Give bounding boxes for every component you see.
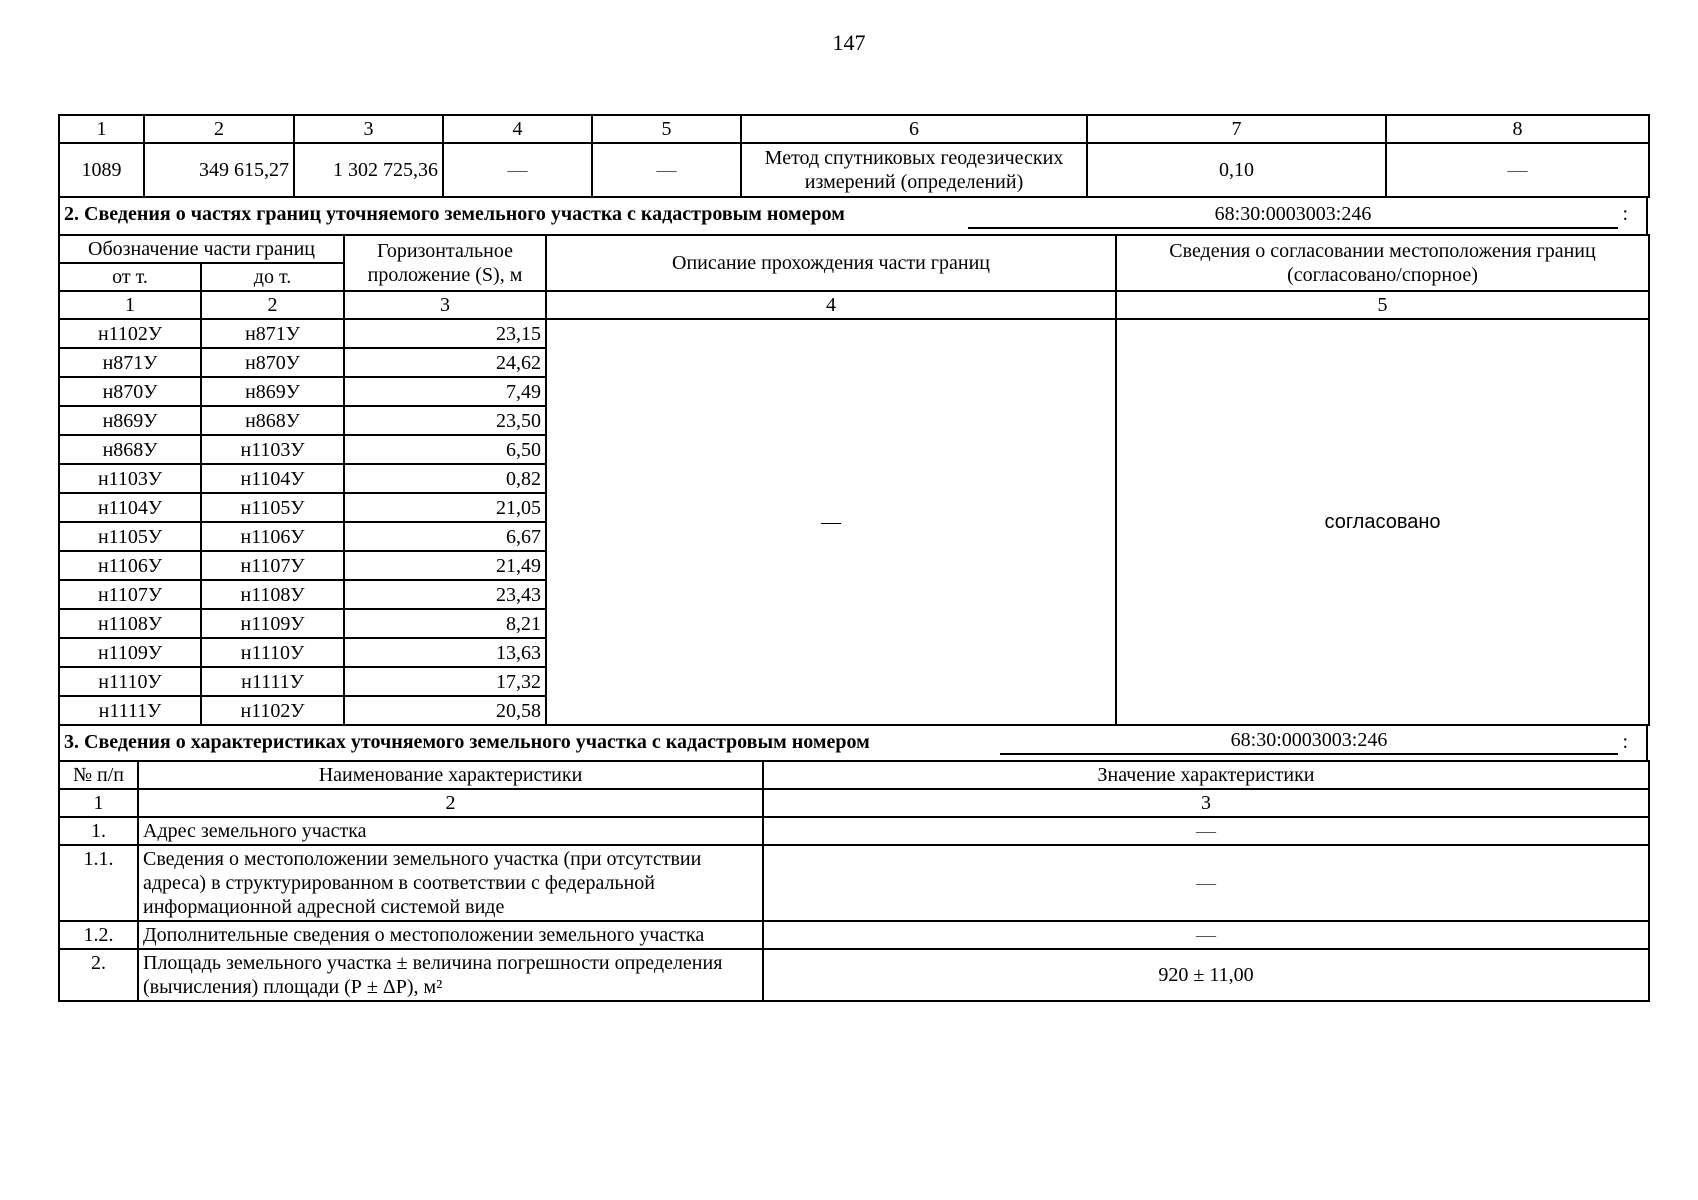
horizontal-header: Горизонтальное проложение (S), м bbox=[344, 235, 546, 291]
boundary-parts-table bbox=[58, 234, 1650, 726]
horizontal-distance: 8,21 bbox=[344, 609, 546, 638]
to-point: н869У bbox=[201, 377, 344, 406]
characteristic-value: — bbox=[763, 845, 1649, 921]
horizontal-distance: 23,15 bbox=[344, 319, 546, 348]
from-point: н868У bbox=[59, 435, 201, 464]
section-2-title: 2. Сведения о частях границ уточняемого земельного участка с кадастровым номером bbox=[64, 203, 845, 225]
horizontal-distance: 6,67 bbox=[344, 522, 546, 551]
to-point: н1103У bbox=[201, 435, 344, 464]
characteristic-value: 920 ± 11,00 bbox=[763, 949, 1649, 1001]
from-point: н1104У bbox=[59, 493, 201, 522]
col-number: 6 bbox=[741, 115, 1087, 143]
table-row bbox=[59, 949, 1649, 1001]
cell-dash: — bbox=[592, 143, 741, 197]
to-header: до т. bbox=[201, 263, 344, 291]
horizontal-distance: 21,05 bbox=[344, 493, 546, 522]
characteristic-value: — bbox=[763, 921, 1649, 949]
method-cell: Метод спутниковых геодезических измерений (определений) bbox=[741, 143, 1087, 197]
from-point: н1109У bbox=[59, 638, 201, 667]
table-row bbox=[59, 845, 1649, 921]
horizontal-distance: 6,50 bbox=[344, 435, 546, 464]
col-number: 4 bbox=[443, 115, 592, 143]
to-point: н868У bbox=[201, 406, 344, 435]
horizontal-distance: 7,49 bbox=[344, 377, 546, 406]
boundary-parts-body bbox=[59, 319, 1649, 725]
from-point: н1102У bbox=[59, 319, 201, 348]
coord-y: 1 302 725,36 bbox=[294, 143, 443, 197]
column-number-row bbox=[59, 789, 1649, 817]
col-number: 1 bbox=[59, 115, 144, 143]
horizontal-distance: 13,63 bbox=[344, 638, 546, 667]
point-id: 1089 bbox=[59, 143, 144, 197]
section-2-cadastral-number: 68:30:0003003:246 bbox=[968, 201, 1618, 229]
to-point: н1107У bbox=[201, 551, 344, 580]
to-point: н1111У bbox=[201, 667, 344, 696]
accuracy-cell: 0,10 bbox=[1087, 143, 1386, 197]
horizontal-distance: 24,62 bbox=[344, 348, 546, 377]
characteristic-name: Площадь земельного участка ± величина погрешности определения (вычисления) площади (Р ± ΔР), м² bbox=[138, 949, 763, 1001]
coord-x: 349 615,27 bbox=[144, 143, 294, 197]
to-point: н1105У bbox=[201, 493, 344, 522]
horizontal-distance: 23,43 bbox=[344, 580, 546, 609]
col-number: 3 bbox=[763, 789, 1649, 817]
horizontal-distance: 23,50 bbox=[344, 406, 546, 435]
row-number: 1.2. bbox=[59, 921, 138, 949]
header-row bbox=[59, 761, 1649, 789]
section-3-cadastral-number: 68:30:0003003:246 bbox=[1000, 727, 1618, 755]
cell-dash: — bbox=[1386, 143, 1649, 197]
characteristic-name: Адрес земельного участка bbox=[138, 817, 763, 845]
table-row bbox=[59, 921, 1649, 949]
from-point: н870У bbox=[59, 377, 201, 406]
from-point: н1105У bbox=[59, 522, 201, 551]
to-point: н1110У bbox=[201, 638, 344, 667]
col-number: 5 bbox=[592, 115, 741, 143]
col-number: 2 bbox=[138, 789, 763, 817]
characteristic-name: Сведения о местоположении земельного участка (при отсутствии адреса) в структурированном в соответствии с федеральной информационной адресной системой виде bbox=[138, 845, 763, 921]
to-point: н1108У bbox=[201, 580, 344, 609]
num-header: № п/п bbox=[59, 761, 138, 789]
col-number: 2 bbox=[201, 291, 344, 319]
column-number-row bbox=[59, 291, 1649, 319]
col-number: 5 bbox=[1116, 291, 1649, 319]
table-row bbox=[59, 817, 1649, 845]
table-row bbox=[59, 319, 1649, 348]
from-point: н1110У bbox=[59, 667, 201, 696]
value-header: Значение характеристики bbox=[763, 761, 1649, 789]
section-3-title-bar bbox=[58, 724, 1648, 762]
name-header: Наименование характеристики bbox=[138, 761, 763, 789]
col-number: 7 bbox=[1087, 115, 1386, 143]
description-header: Описание прохождения части границ bbox=[546, 235, 1116, 291]
cell-dash: — bbox=[443, 143, 592, 197]
from-point: н869У bbox=[59, 406, 201, 435]
table-row bbox=[59, 143, 1649, 197]
coordinates-table bbox=[58, 114, 1650, 198]
part-designation-header: Обозначение части границ bbox=[59, 235, 344, 263]
col-number: 1 bbox=[59, 291, 201, 319]
to-point: н1109У bbox=[201, 609, 344, 638]
characteristics-table bbox=[58, 760, 1650, 1002]
column-number-row bbox=[59, 115, 1649, 143]
col-number: 1 bbox=[59, 789, 138, 817]
agreement-header: Сведения о согласовании местоположения границ (согласовано/спорное) bbox=[1116, 235, 1649, 291]
horizontal-distance: 21,49 bbox=[344, 551, 546, 580]
description-cell: — bbox=[546, 319, 1116, 725]
agreement-cell: согласовано bbox=[1116, 319, 1649, 725]
row-number: 1.1. bbox=[59, 845, 138, 921]
to-point: н870У bbox=[201, 348, 344, 377]
col-number: 3 bbox=[344, 291, 546, 319]
from-point: н1106У bbox=[59, 551, 201, 580]
col-number: 4 bbox=[546, 291, 1116, 319]
col-number: 3 bbox=[294, 115, 443, 143]
horizontal-distance: 0,82 bbox=[344, 464, 546, 493]
from-header: от т. bbox=[59, 263, 201, 291]
col-number: 2 bbox=[144, 115, 294, 143]
to-point: н1104У bbox=[201, 464, 344, 493]
to-point: н1102У bbox=[201, 696, 344, 725]
document-sheet bbox=[58, 114, 1648, 1002]
to-point: н871У bbox=[201, 319, 344, 348]
horizontal-distance: 20,58 bbox=[344, 696, 546, 725]
from-point: н871У bbox=[59, 348, 201, 377]
from-point: н1111У bbox=[59, 696, 201, 725]
page-number: 147 bbox=[832, 30, 866, 55]
to-point: н1106У bbox=[201, 522, 344, 551]
section-3-title: 3. Сведения о характеристиках уточняемого земельного участка с кадастровым номером bbox=[64, 731, 870, 753]
horizontal-distance: 17,32 bbox=[344, 667, 546, 696]
section-3-colon: : bbox=[1622, 731, 1628, 753]
header-row bbox=[59, 235, 1649, 263]
row-number: 1. bbox=[59, 817, 138, 845]
from-point: н1108У bbox=[59, 609, 201, 638]
row-number: 2. bbox=[59, 949, 138, 1001]
from-point: н1103У bbox=[59, 464, 201, 493]
from-point: н1107У bbox=[59, 580, 201, 609]
col-number: 8 bbox=[1386, 115, 1649, 143]
characteristic-name: Дополнительные сведения о местоположении земельного участка bbox=[138, 921, 763, 949]
section-2-title-bar bbox=[58, 198, 1648, 236]
section-2-colon: : bbox=[1622, 203, 1628, 225]
characteristic-value: — bbox=[763, 817, 1649, 845]
